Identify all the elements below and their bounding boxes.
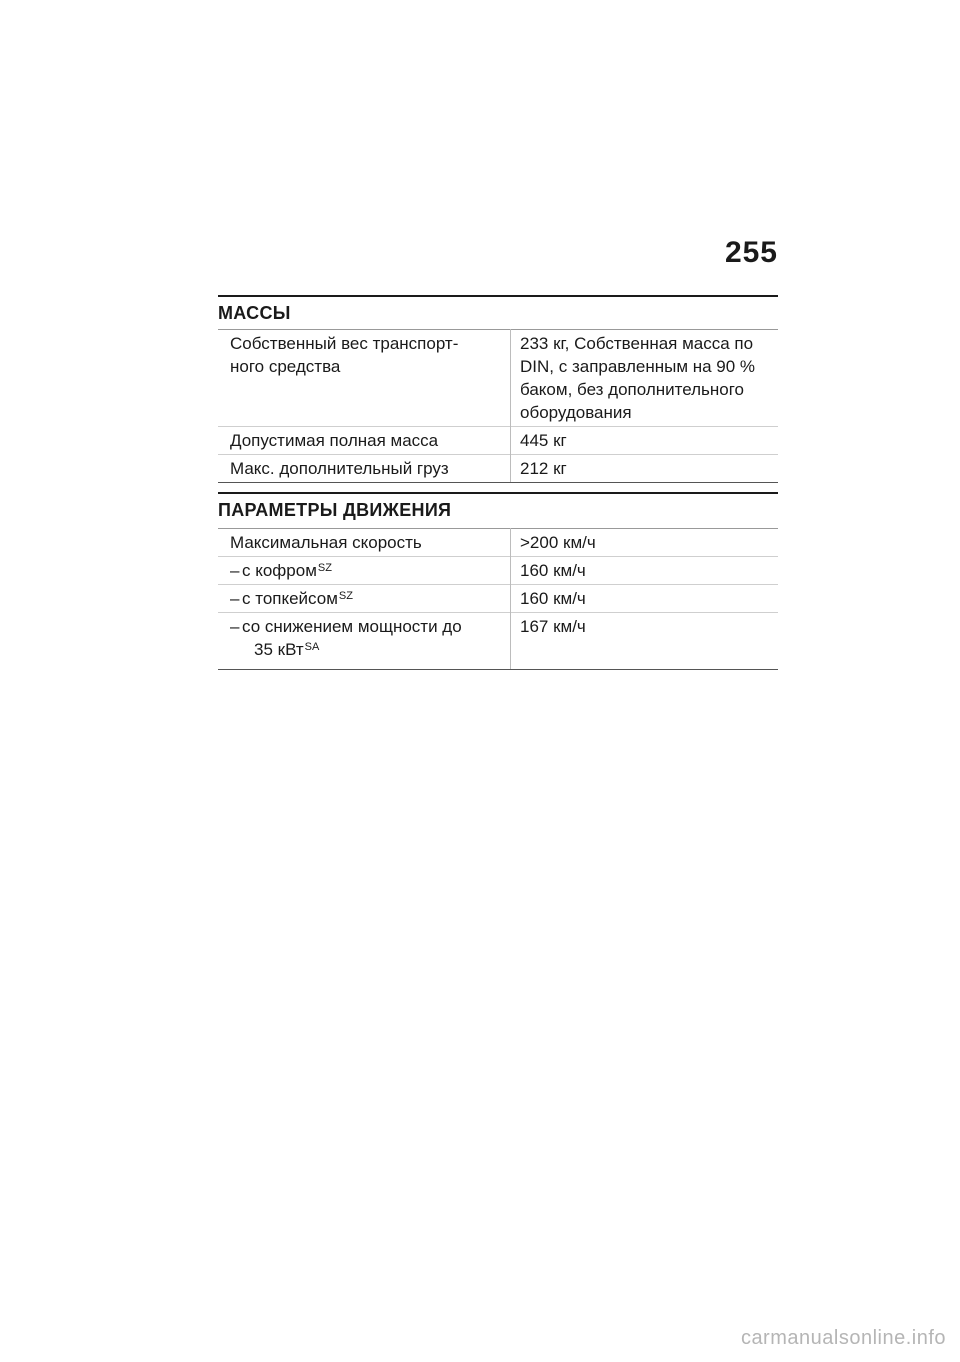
footnote-mark: SA bbox=[304, 641, 320, 653]
value-line: баком, без дополнительного bbox=[520, 380, 745, 399]
label-text: со снижением мощности до bbox=[242, 617, 462, 636]
table-row bbox=[218, 613, 778, 670]
value-cell: 167 км/ч bbox=[511, 613, 779, 670]
driving-title: ПАРАМЕТРЫ ДВИЖЕНИЯ bbox=[218, 492, 778, 526]
value-cell: 160 км/ч bbox=[511, 557, 779, 585]
label-cell bbox=[218, 330, 511, 427]
masses-title: МАССЫ bbox=[218, 295, 778, 329]
value-line: DIN, с заправленным на 90 % bbox=[520, 357, 756, 376]
watermark: carmanualsonline.info bbox=[740, 1327, 946, 1349]
footnote-mark: SZ bbox=[338, 590, 353, 602]
value-cell: 160 км/ч bbox=[511, 585, 779, 613]
label-text: с кофром bbox=[242, 561, 317, 580]
table-row bbox=[218, 427, 778, 455]
value-cell: >200 км/ч bbox=[511, 529, 779, 557]
value-cell: 445 кг bbox=[511, 427, 779, 455]
label-line: ного средства bbox=[230, 357, 341, 376]
dash: – bbox=[230, 617, 240, 636]
table-row bbox=[218, 557, 778, 585]
value-line: 233 кг, Собственная масса по bbox=[520, 334, 754, 353]
driving-section bbox=[218, 492, 778, 670]
table-row bbox=[218, 455, 778, 483]
value-cell: 212 кг bbox=[511, 455, 779, 483]
label-line: Собственный вес транспорт- bbox=[230, 334, 459, 353]
label-cell: Максимальная скорость bbox=[218, 529, 511, 557]
value-cell bbox=[511, 330, 779, 427]
label-text: 35 кВт bbox=[254, 640, 304, 659]
value-line: оборудования bbox=[520, 403, 632, 422]
table-row bbox=[218, 330, 778, 427]
dash: – bbox=[230, 561, 240, 580]
footnote-mark: SZ bbox=[317, 562, 332, 574]
page-number: 255 bbox=[724, 236, 778, 269]
label-cell bbox=[218, 613, 511, 670]
masses-section bbox=[218, 295, 778, 483]
label-cell bbox=[218, 557, 511, 585]
driving-table bbox=[218, 528, 778, 670]
masses-table bbox=[218, 329, 778, 483]
table-row bbox=[218, 529, 778, 557]
label-cell: Допустимая полная масса bbox=[218, 427, 511, 455]
dash: – bbox=[230, 589, 240, 608]
label-cell bbox=[218, 585, 511, 613]
label-text: с топкейсом bbox=[242, 589, 338, 608]
table-row bbox=[218, 585, 778, 613]
label-cell: Макс. дополнительный груз bbox=[218, 455, 511, 483]
